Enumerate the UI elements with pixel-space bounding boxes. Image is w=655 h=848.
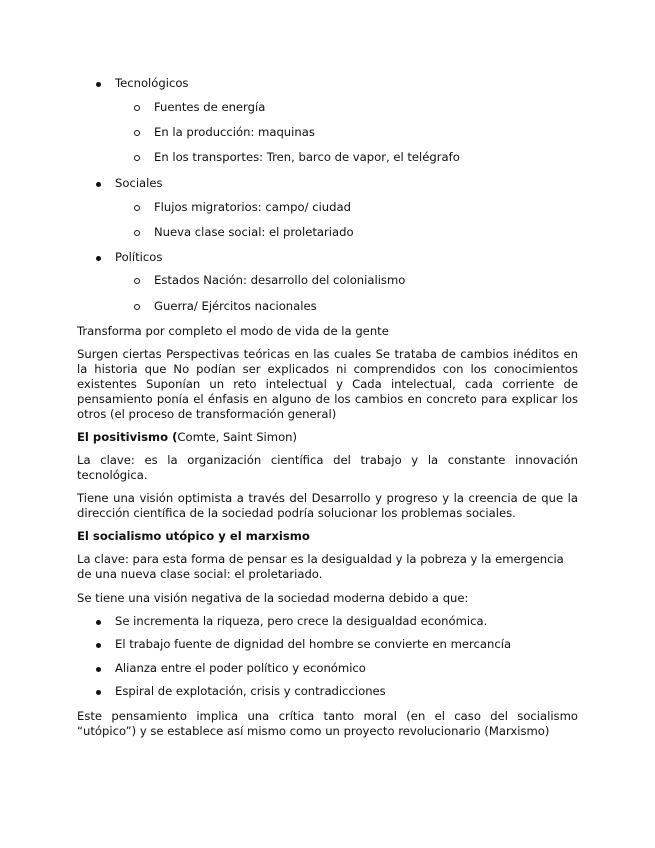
category-label: Tecnológicos [115, 76, 189, 90]
hollow-bullet-icon [134, 105, 140, 111]
hollow-bullet-icon [134, 130, 140, 136]
category-label: Políticos [115, 250, 163, 264]
paragraph-transforma: Transforma por completo el modo de vida de la gente [77, 324, 389, 338]
hollow-bullet-icon [134, 155, 140, 161]
sub-list-item: En los transportes: Tren, barco de vapor, el telégrafo [154, 150, 460, 165]
bullet-icon [96, 82, 101, 87]
sub-list-item: Guerra/ Ejércitos nacionales [154, 299, 317, 314]
hollow-bullet-icon [134, 205, 140, 211]
sub-list-item: En la producción: maquinas [154, 125, 315, 140]
hollow-bullet-icon [134, 230, 140, 236]
paragraph-positivismo-clave: La clave: es la organización científica del trabajo y la constante innovación tecnológica. [77, 453, 578, 482]
list-item: Espiral de explotación, crisis y contradicciones [115, 684, 386, 699]
bullet-icon [96, 620, 101, 625]
sub-list-item: Estados Nación: desarrollo del colonialismo [154, 273, 405, 288]
bullet-icon [96, 182, 101, 187]
list-item [115, 176, 163, 191]
heading-socialismo: El socialismo utópico y el marxismo [77, 529, 310, 543]
bullet-icon [96, 667, 101, 672]
list-item: El trabajo fuente de dignidad del hombre se convierte en mercancía [115, 637, 511, 652]
paragraph-vision-negativa: Se tiene una visión negativa de la sociedad moderna debido a que: [77, 591, 469, 605]
hollow-bullet-icon [134, 278, 140, 284]
paragraph-positivismo-vision: Tiene una visión optimista a través del Desarrollo y progreso y la creencia de que la dirección científica de la sociedad podría solucionar los problemas sociales. [77, 491, 578, 520]
bullet-icon [96, 690, 101, 695]
list-item: Alianza entre el poder político y económico [115, 661, 366, 676]
hollow-bullet-icon [134, 304, 140, 310]
list-item [115, 76, 188, 91]
paragraph-conclusion: Este pensamiento implica una crítica tanto moral (en el caso del socialismo “utópico”) y se establece así mismo como un proyecto revolucionario (Marxismo) [77, 709, 578, 738]
sub-list-item: Nueva clase social: el proletariado [154, 225, 354, 240]
list-item [115, 250, 162, 265]
bullet-icon [96, 256, 101, 261]
category-label: Sociales [115, 176, 163, 190]
list-item: Se incrementa la riqueza, pero crece la desigualdad económica. [115, 614, 487, 629]
sub-list-item: Fuentes de energía [154, 100, 265, 115]
heading-positivismo: El positivismo (Comte, Saint Simon) [77, 430, 298, 444]
paragraph-surgen: Surgen ciertas Perspectivas teóricas en las cuales Se trataba de cambios inéditos en la historia que No podían ser explicados ni comprendidos con los conocimientos existentes Suponían un reto intelectual y Cada intelectual, cada corriente de pensamiento ponía el énfasis en alguno de los cambios en concreto para explicar los otros (el proceso de transformación general) [77, 347, 578, 421]
bullet-icon [96, 643, 101, 648]
sub-list-item: Flujos migratorios: campo/ ciudad [154, 200, 351, 215]
paragraph-socialismo-clave: La clave: para esta forma de pensar es la desigualdad y la pobreza y la emergencia de una nueva clase social: el proletariado. [77, 552, 564, 581]
